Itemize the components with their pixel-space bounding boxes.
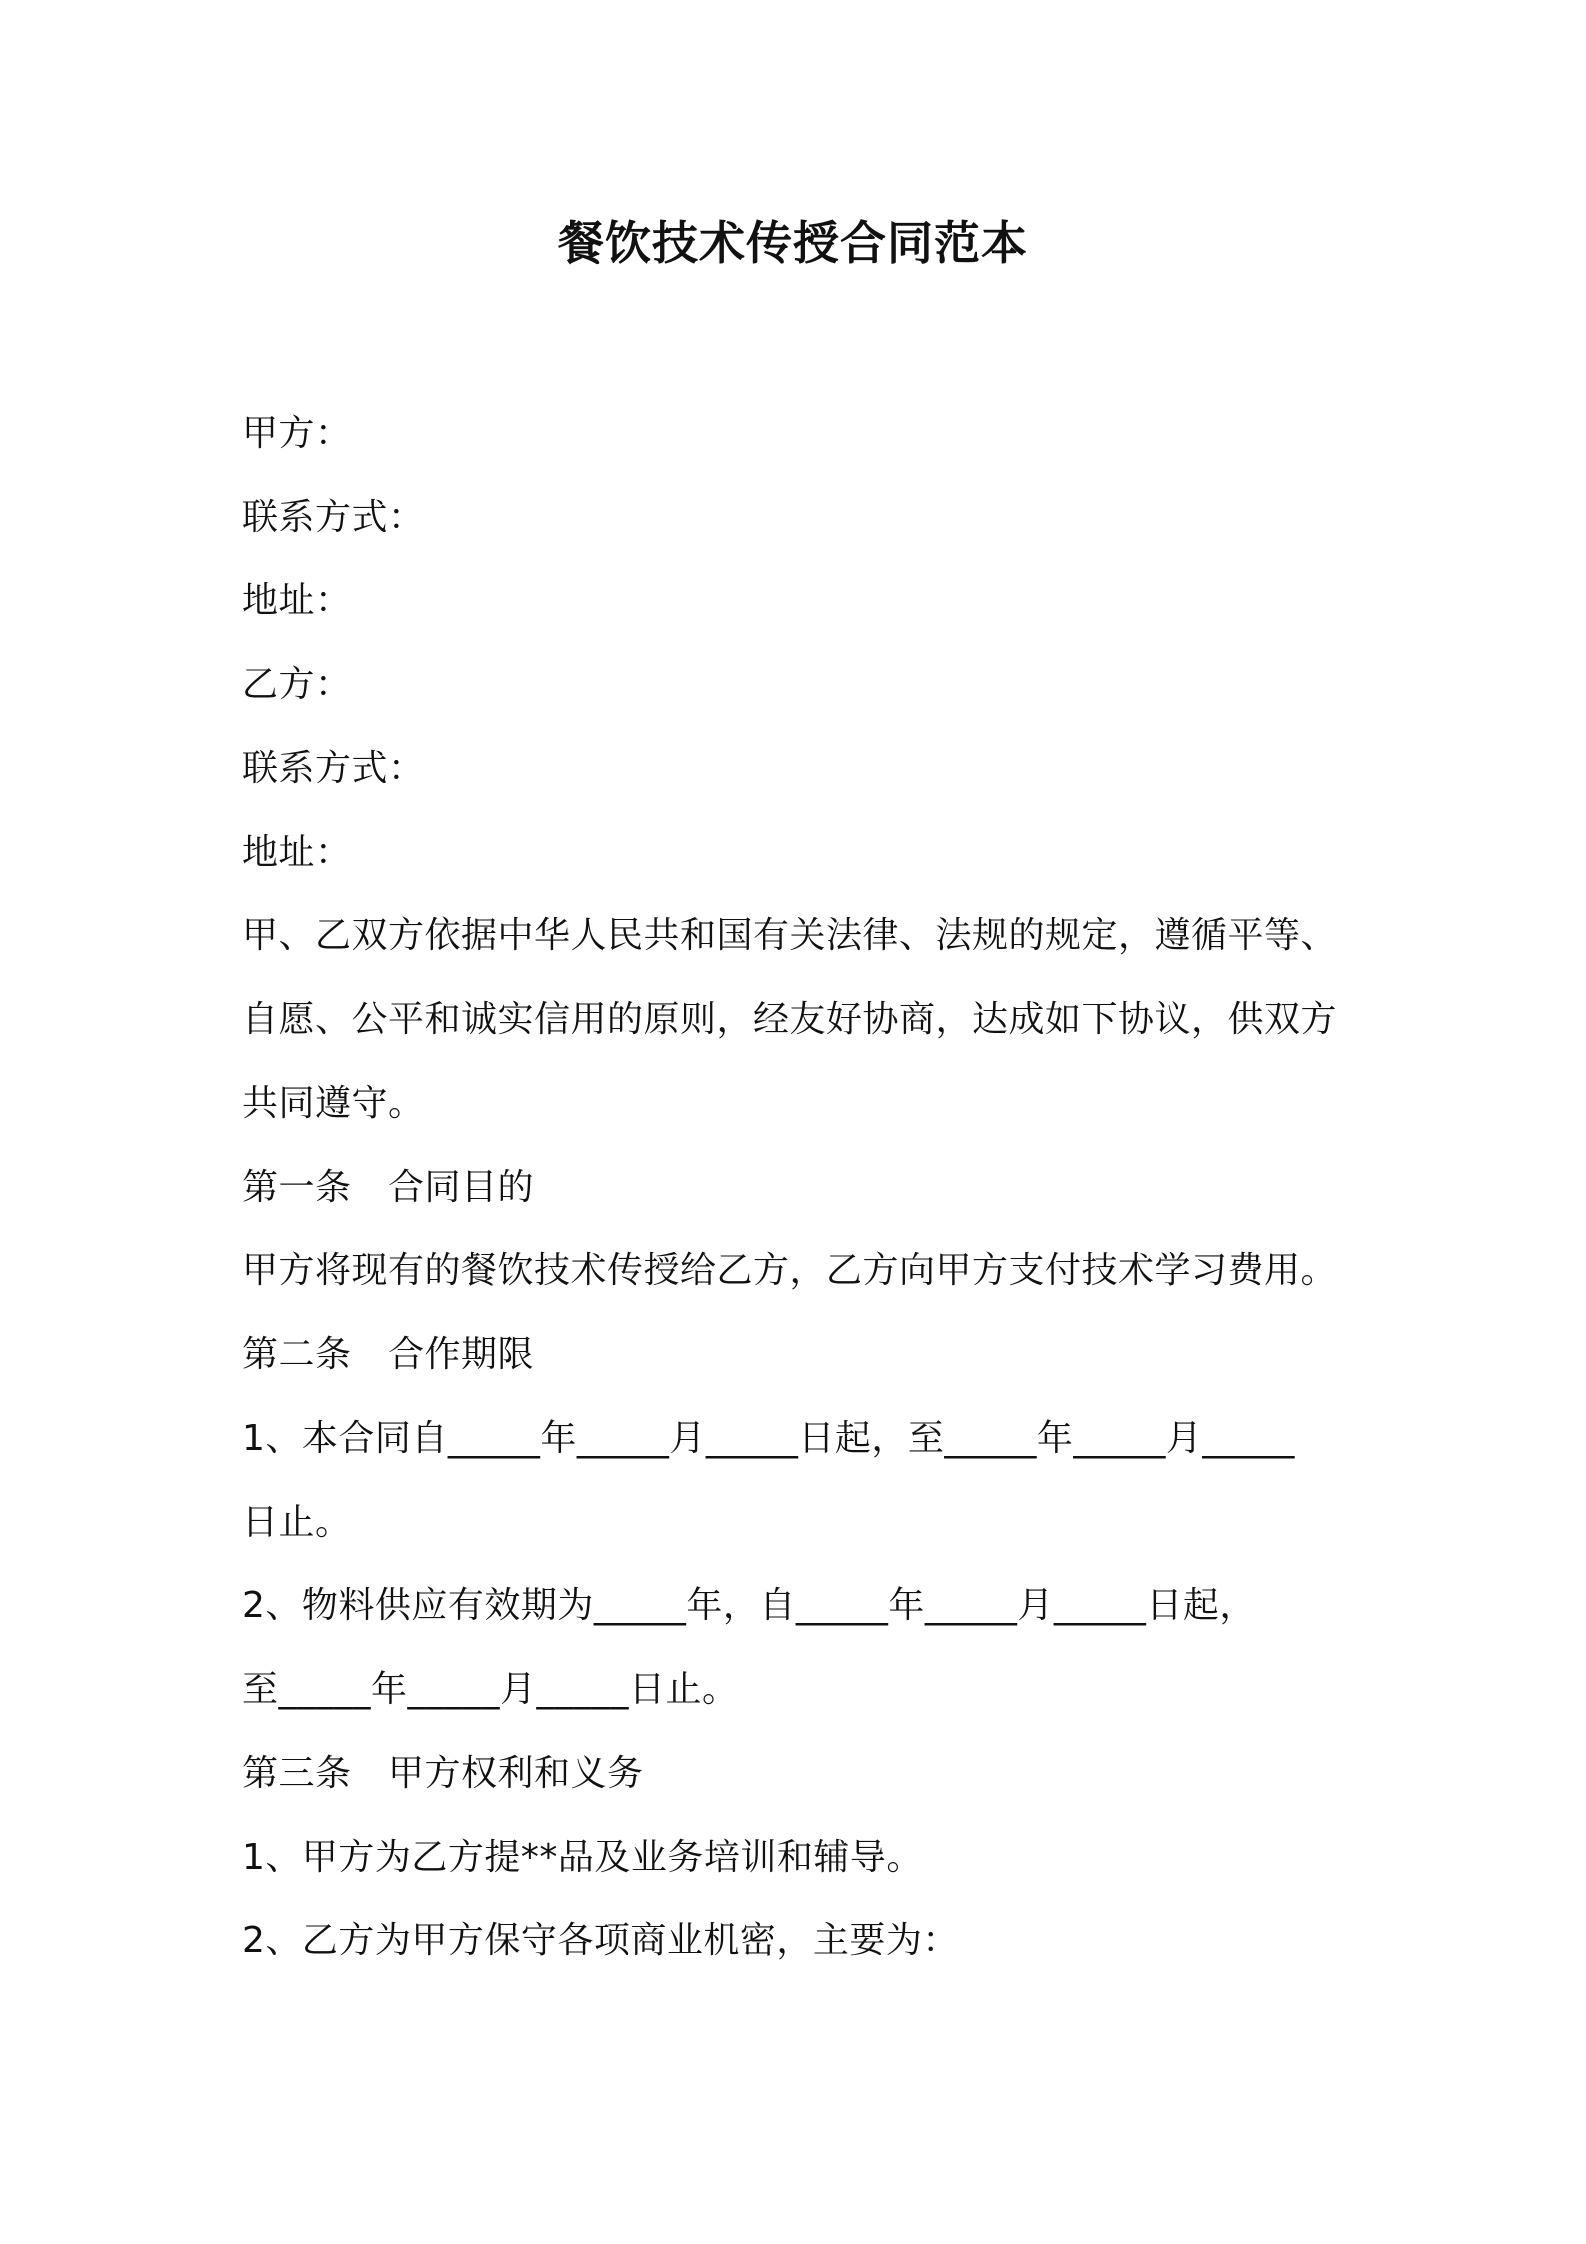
party-a-contact: 联系方式： — [242, 497, 425, 538]
preamble-line-2: 自愿、公平和诚实信用的原则，经友好协商，达成如下协议，供双方 — [242, 999, 1338, 1040]
article-1-body: 甲方将现有的餐饮技术传授给乙方，乙方向甲方支付技术学习费用。 — [242, 1250, 1338, 1291]
party-a-address: 地址： — [242, 580, 352, 621]
party-b-contact: 联系方式： — [242, 748, 425, 789]
preamble-line-3: 共同遵守。 — [242, 1083, 425, 1124]
party-b-label: 乙方： — [242, 664, 352, 705]
article-2-clause-1-line-1: 1、本合同自_____年_____月_____日起，至_____年_____月_____ — [242, 1418, 1295, 1459]
preamble-line-1: 甲、乙双方依据中华人民共和国有关法律、法规的规定，遵循平等、 — [242, 915, 1338, 956]
article-2-clause-2-line-2: 至_____年_____月_____日止。 — [242, 1669, 739, 1710]
article-1-heading: 第一条 合同目的 — [242, 1167, 535, 1208]
article-3-clause-1: 1、甲方为乙方提**品及业务培训和辅导。 — [242, 1837, 923, 1878]
article-2-clause-2-line-1: 2、物料供应有效期为_____年，自_____年_____月_____日起， — [242, 1585, 1256, 1626]
article-3-heading: 第三条 甲方权利和义务 — [242, 1753, 644, 1794]
party-b-address: 地址： — [242, 832, 352, 873]
document-title: 餐饮技术传授合同范本 — [558, 216, 1028, 270]
party-a-label: 甲方： — [242, 413, 352, 454]
article-2-heading: 第二条 合作期限 — [242, 1334, 535, 1375]
article-2-clause-1-line-2: 日止。 — [242, 1502, 352, 1543]
article-3-clause-2: 2、乙方为甲方保守各项商业机密，主要为： — [242, 1920, 959, 1961]
